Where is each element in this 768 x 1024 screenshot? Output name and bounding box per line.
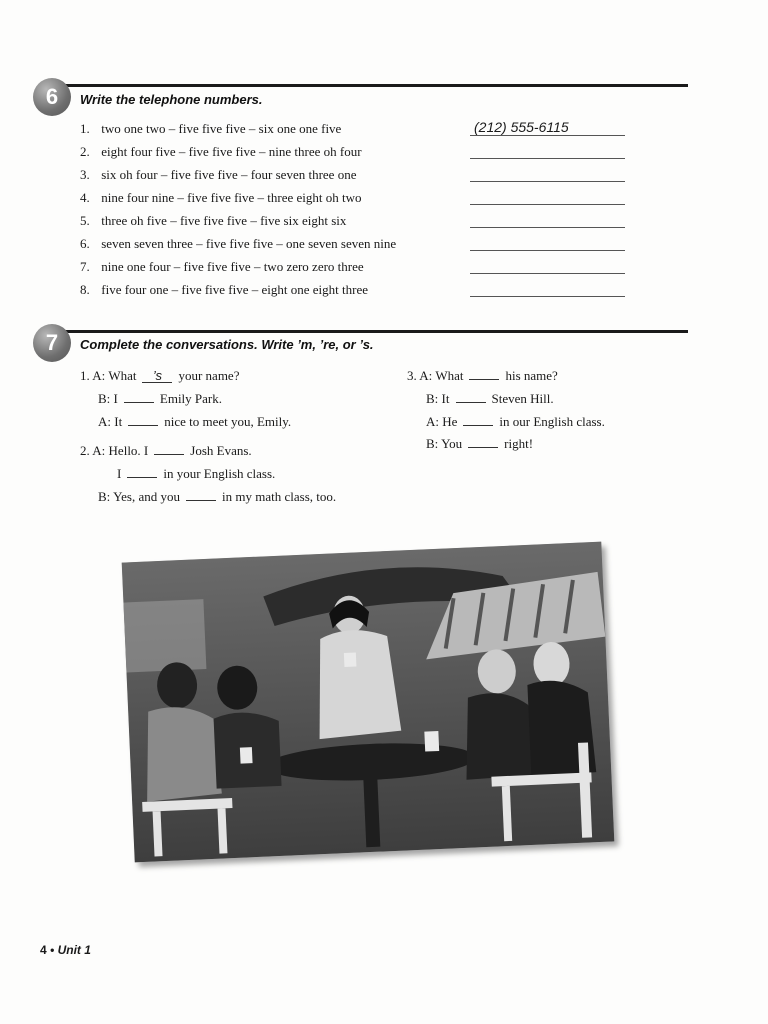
section-7-instruction: Complete the conversations. Write ’m, ’re, or ’s. [80, 337, 374, 352]
item-text: six oh four – five five five – four seven three one [101, 167, 357, 182]
speaker-label: B: [426, 436, 439, 451]
list-item [80, 119, 640, 142]
speaker-label: B: [98, 391, 111, 406]
item-text: three oh five – five five five – five six eight six [101, 213, 347, 228]
conversation-line [98, 389, 222, 409]
answer-field[interactable] [470, 234, 625, 251]
answer-field[interactable] [470, 188, 625, 205]
page-number: 4 [40, 943, 47, 957]
conversation-line [80, 441, 252, 461]
item-text: eight four five – five five five – nine three oh four [101, 144, 362, 159]
speaker-label: B: [98, 489, 111, 504]
item-number: 8. [80, 282, 90, 297]
answer-blank[interactable] [127, 465, 157, 478]
line-text: Hello. I [108, 443, 149, 458]
speaker-label: B: [426, 391, 439, 406]
answer-blank[interactable] [154, 442, 184, 455]
line-text: right! [504, 436, 534, 451]
line-text: in our English class. [499, 414, 605, 429]
conversation-number: 1. [80, 368, 90, 383]
cafe-photo-illustration [122, 542, 615, 863]
answer-blank[interactable] [124, 390, 154, 403]
conversation-line [426, 412, 605, 432]
conversation-number: 3. [407, 368, 417, 383]
line-text: your name? [178, 368, 240, 383]
line-text: Steven Hill. [491, 391, 554, 406]
line-text: Josh Evans. [190, 443, 252, 458]
conversation-3 [407, 366, 707, 458]
bullet-separator: • [50, 943, 55, 957]
conversation-line [426, 389, 554, 409]
speaker-label: A: [426, 414, 439, 429]
conversation-1 [80, 366, 400, 436]
conversation-line [98, 412, 291, 432]
answer-blank[interactable] [128, 413, 158, 426]
answer-blank[interactable] [463, 413, 493, 426]
line-text: Emily Park. [159, 391, 222, 406]
line-text: his name? [505, 368, 558, 383]
answer-blank[interactable] [186, 488, 216, 501]
line-text: What [435, 368, 464, 383]
item-number: 6. [80, 236, 90, 251]
answer-field[interactable] [470, 211, 625, 228]
line-text: He [442, 414, 458, 429]
list-item [80, 234, 640, 257]
conversation-2 [80, 441, 400, 511]
list-item [80, 211, 640, 234]
conversation-line [407, 366, 558, 386]
list-item [80, 142, 640, 165]
conversation-line [80, 366, 239, 386]
conversation-line [117, 464, 275, 484]
answer-field[interactable] [470, 280, 625, 297]
conversation-line [98, 487, 336, 507]
line-text: I [117, 466, 122, 481]
line-text: in your English class. [163, 466, 276, 481]
line-text: You [441, 436, 463, 451]
item-number: 2. [80, 144, 90, 159]
list-item [80, 257, 640, 280]
answer-field[interactable]: (212) 555-6115 [470, 119, 625, 136]
section-6-number-badge: 6 [33, 78, 71, 116]
section-6-rule [58, 84, 688, 87]
line-text: What [108, 368, 137, 383]
list-item [80, 188, 640, 211]
speaker-label: A: [92, 443, 106, 458]
item-number: 1. [80, 121, 90, 136]
cafe-photo [122, 542, 615, 863]
item-number: 5. [80, 213, 90, 228]
section-7-number-badge: 7 [33, 324, 71, 362]
list-item [80, 280, 640, 303]
item-text: two one two – five five five – six one one five [101, 121, 342, 136]
item-number: 3. [80, 167, 90, 182]
item-number: 4. [80, 190, 90, 205]
answer-blank[interactable]: ’s [142, 370, 172, 383]
speaker-label: A: [419, 368, 433, 383]
answer-blank[interactable] [468, 435, 498, 448]
line-text: in my math class, too. [222, 489, 337, 504]
speaker-label: A: [98, 414, 111, 429]
item-number: 7. [80, 259, 90, 274]
item-text: nine one four – five five five – two zero zero three [101, 259, 364, 274]
answer-blank[interactable] [456, 390, 486, 403]
line-text: Yes, and you [113, 489, 181, 504]
section-7-rule [58, 330, 688, 333]
line-text: It [441, 391, 450, 406]
item-text: seven seven three – five five five – one seven seven nine [101, 236, 397, 251]
line-text: It [114, 414, 123, 429]
section-6-instruction: Write the telephone numbers. [80, 92, 263, 107]
answer-field[interactable] [470, 142, 625, 159]
conversation-number: 2. [80, 443, 90, 458]
telephone-number-list [80, 119, 640, 303]
speaker-label: A: [92, 368, 106, 383]
line-text: I [113, 391, 118, 406]
answer-field[interactable] [470, 257, 625, 274]
item-text: five four one – five five five – eight one eight three [101, 282, 369, 297]
conversation-line [426, 434, 533, 454]
unit-label: Unit 1 [57, 943, 91, 957]
item-text: nine four nine – five five five – three eight oh two [101, 190, 362, 205]
list-item [80, 165, 640, 188]
page-footer [40, 943, 91, 957]
line-text: nice to meet you, Emily. [164, 414, 292, 429]
answer-blank[interactable] [469, 367, 499, 380]
answer-field[interactable] [470, 165, 625, 182]
